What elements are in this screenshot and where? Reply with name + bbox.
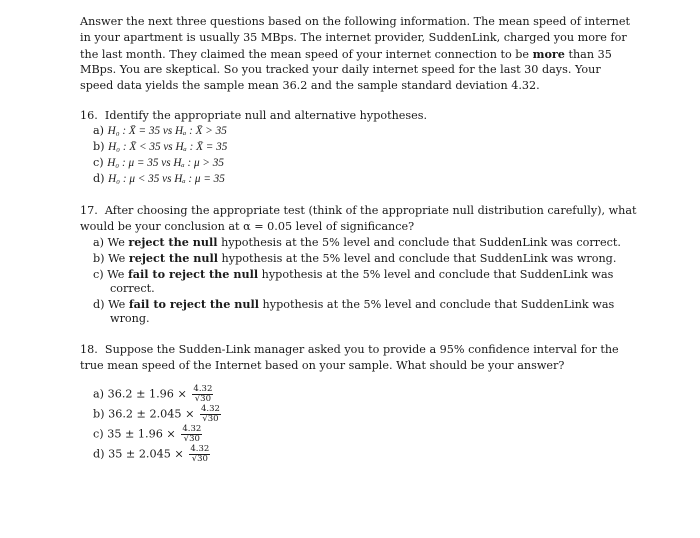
q16-option-c: c) H₀ : μ = 35 vs Hₐ : μ > 35	[93, 156, 224, 169]
fraction: $\frac{4.32}{√30}$	[190, 444, 210, 464]
question-16	[80, 108, 625, 124]
question-17	[80, 203, 637, 235]
q17-option-b: b) We reject the null hypothesis at the 5% level and conclude that SuddenLink was wrong.	[93, 251, 617, 265]
intro-paragraph	[80, 14, 630, 94]
q17-option-c: c) We fail to reject the null hypothesis at the 5% level and conclude that SuddenLink was	[93, 267, 614, 281]
fraction: $\frac{4.32}{√30}$	[201, 404, 220, 424]
question-text: true mean speed of the Internet based on your sample. What should be your answer?	[80, 359, 565, 372]
q18-option-d: d) 35 ± 2.045 × $\frac{4.32}{√30}$	[93, 444, 210, 464]
q17-option-d-continuation: wrong.	[110, 312, 150, 325]
fraction: $\frac{4.32}{√30}$	[193, 384, 213, 404]
intro-line: Answer the next three questions based on the following information. The mean speed of internet	[80, 15, 630, 28]
intro-line: speed data yields the sample mean 36.2 and the sample standard deviation 4.32.	[80, 79, 540, 92]
q16-option-a: a) H₀ : X̄ = 35 vs Hₐ : X̄ > 35	[93, 124, 227, 137]
q18-option-c: c) 35 ± 1.96 × $\frac{4.32}{√30}$	[93, 424, 202, 444]
question-text: Suppose the Sudden-Link manager asked you to provide a 95% confidence interval for the	[104, 343, 619, 356]
q17-option-d: d) We fail to reject the null hypothesis at the 5% level and conclude that SuddenLink was	[93, 297, 615, 311]
question-text: Identify the appropriate null and alternative hypotheses.	[104, 109, 428, 122]
question-text: After choosing the appropriate test (think of the appropriate null distribution carefully), what	[104, 204, 637, 217]
q16-option-d: d) H₀ : μ < 35 vs Hₐ : μ = 35	[93, 172, 225, 185]
question-text: would be your conclusion at α = 0.05 level of significance?	[80, 220, 415, 233]
q18-option-b: b) 36.2 ± 2.045 × $\frac{4.32}{√30}$	[93, 404, 220, 424]
q16-option-b: b) H₀ : X̄ < 35 vs Hₐ : X̄ = 35	[93, 140, 228, 153]
q17-option-a: a) We reject the null hypothesis at the 5% level and conclude that SuddenLink was correct.	[93, 235, 621, 249]
q18-option-a: a) 36.2 ± 1.96 × $\frac{4.32}{√30}$	[93, 384, 213, 404]
question-number: 18.	[80, 343, 98, 356]
question-number: 16.	[80, 109, 98, 122]
fraction: $\frac{4.32}{√30}$	[182, 424, 202, 444]
q17-option-c-continuation: correct.	[110, 282, 155, 295]
question-number: 17.	[80, 204, 98, 217]
intro-line: in your apartment is usually 35 MBps. The internet provider, SuddenLink, charged you more for	[80, 31, 627, 44]
intro-line: the last month. They claimed the mean speed of your internet connection to be more than 35	[80, 47, 612, 61]
intro-line: MBps. You are skeptical. So you tracked your daily internet speed for the last 30 days. Your	[80, 63, 601, 76]
question-18	[80, 342, 625, 374]
